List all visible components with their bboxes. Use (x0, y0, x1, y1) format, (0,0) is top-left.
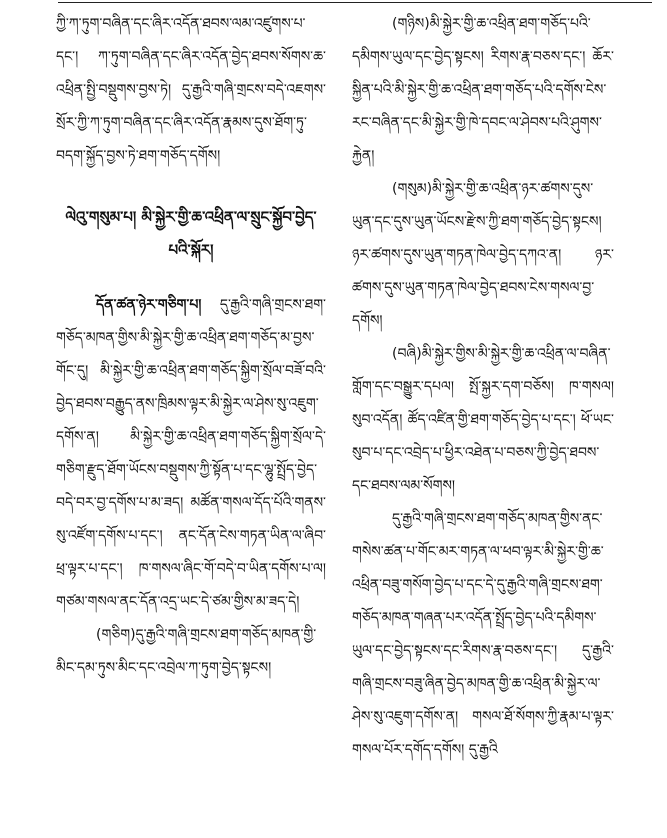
article-number: དོན་ཚན་ཉེར་གཅིག་པ། (96, 297, 202, 313)
chapter-heading: ལེའུ་གསུམ་པ། མི་སྐྱེར་གྱི་ཆ་འཕྲིན་ལ་སྲུང་སྐྱོབ་བྱེད་པའི་སྐོར། (65, 208, 317, 259)
list-item-paragraph: (གསུམ)མི་སྐྱེར་གྱི་ཆ་འཕྲིན་ཉར་ཚགས་དུས་ཡུན་དང་དུས་ཡུན་ཡོངས་རྫེས་ཀྱི་ཐག་གཅོད་བྱེད་སྟངས། ཉར་ཚགས་དུས་ཡུན་གཏན་ཁེལ་བྱེད་དཀའ་ན། ཉར་ཚགས་དུས་ཡུན་གཏན་ཁེལ་བྱེད་ཐབས་ངེས་གསལ་བྱ་དགོས། (352, 181, 614, 329)
list-item-paragraph: (གཉིས)མི་སྐྱེར་གྱི་ཆ་འཕྲིན་ཐག་གཅོད་པའི་དམིགས་ཡུལ་དང་བྱེད་སྟངས། རིགས་རྣ་བཅས་དང་། ཆོར་སྐྱིན་པའི་མི་སྐྱེར་གྱི་ཆ་འཕྲིན་ཐག་གཅོད་པའི་དགོས་ངེས་རང་བཞིན་དང་མི་སྐྱེར་གྱི་ཁེ་དབང་ལ་ཤེབས་པའི་ཤུགས་རྐྱེན། (352, 16, 614, 164)
list-item-paragraph: (གཅིག)དུ་རྒྱའི་གཞི་གྲངས་ཐག་གཅོད་མཁན་གྱི་མིང་དམ་ཏུས་མིང་དང་འབྲེལ་ཀ་ཏུག་བྱེད་སྟངས། (56, 627, 317, 676)
left-column (56, 8, 326, 685)
top-rule (58, 2, 652, 3)
article-text: དུ་རྒྱའི་གཞི་གྲངས་ཐག་གཅོད་མཁན་གྱིས་མི་སྐྱེར་གྱི་ཆ་འཕྲིན་ཐག་གཅོད་མ་བྱས་གོང་དུ། མི་སྐྱེར་གྱི་ཆ་འཕྲིན་ཐག་གཅོད་སྐྱིག་སྲོལ་བཟོ་བའི་བྱེད་ཐབས་བརྒྱུད་ནས་ཁྲིམས་ལྟར་མི་སྐྱེར་ལ་ཤེས་སུ་འཇུག་དགོས་ན། མི་སྐྱེར་གྱི་ཆ་འཕྲིན་ཐག་གཅོད་སྐྱིག་སྲོལ་དེ་གཅིག་རྫུད་ཐོག་ཡོངས་བསྡུགས་ཀྱི་སྟོན་པ་དང་ལྷུ་སྤྲོད་བྱེད་བདེ་བར་བྱ་དགོས་པ་མ་ཟད། མཚོན་གསལ་དོད་པོའི་གནས་སུ་འཛོག་དགོས་པ་དང་། ནང་དོན་ངེས་གཏན་ཡིན་ལ་ཞིབ་ཕྲ་ལྟར་པ་དང་། ཁ་གསལ་ཞིང་གོ་བདེ་བ་ཡིན་དགོས་པ་ལ། གཙམ་གསལ་ནང་དོན་འདྲ་ཡང་དེ་ཙམ་གྱིས་མ་ཟད་དེ། (56, 297, 326, 610)
list-item-paragraph: (བཞི)མི་སྐྱེར་གྱིས་མི་སྐྱེར་གྱི་ཆ་འཕྲིན་ལ་བཞིན་གློག་དང་བསྒྱུར་དཔལ། སྤོ་སྐྱར་དག་བཅོས། ཁ་གསལ། སུབ་འདོན། ཚོད་འཛིན་གྱི་ཐག་གཅོད་བྱེད་པ་དང་། ཕོ་ཡང་སུབ་པ་དང་འབྲེད་པ་ཕྱིར་འཐེན་པ་བཅས་ཀྱི་བྱེད་ཐབས་དང་ཐབས་ལམ་སོགས། (352, 346, 614, 494)
right-column (352, 8, 614, 767)
paragraph: དུ་རྒྱའི་གཞི་གྲངས་ཐག་གཅོད་མཁན་གྱིས་ནང་གསེས་ཚན་པ་གོང་མར་གཏན་ལ་ཕབ་ལྟར་མི་སྐྱེར་གྱི་ཆ་འཕྲིན་བཟུ་གསོག་བྱེད་པ་དང་དེ་དུ་རྒྱའི་གཞི་གྲངས་ཐག་གཅོད་མཁན་གཞན་པར་འདོན་སྤྲོད་བྱེད་པའི་དམིགས་ཡུལ་དང་བྱེད་སྟངས་དང་རིགས་རྣ་བཅས་དང་། དུ་རྒྱའི་གཞི་གྲངས་བཟུ་ཞིན་བྱེད་མཁན་གྱི་ཆ་འཕྲིན་མི་སྐྱེར་ལ་ཤེས་སུ་འཇུག་དགོས་ན། གསལ་ཐོ་སོགས་ཀྱི་རྣམ་པ་ལྟར་གསལ་པོར་དགོད་དགོས། དུ་རྒྱའི (352, 511, 614, 758)
paragraph: ཀྱི་ཀ་ཏུག་བཞིན་དང་ཞིར་འདོན་ཐབས་ལམ་འཛུགས་པ་དང་། ཀ་ཏུག་བཞིན་དང་ཞིར་འདོན་བྱེད་ཐབས་སོགས་ཆ་འཕྲིན་སྤྱི་བསྡུགས་བྱས་ཏེ། དུ་རྒྱའི་གཞི་གྲངས་བདེ་འཇགས་སྲོར་ཀྱི་ཀ་ཏུག་བཞིན་དང་ཞིར་འདོན་རྣམས་དུས་ཐོག་ཏུ་བདག་སྐྱོད་བྱས་ཏེ་ཐག་གཅོད་དགོས། (56, 16, 326, 164)
article-paragraph (56, 289, 326, 619)
